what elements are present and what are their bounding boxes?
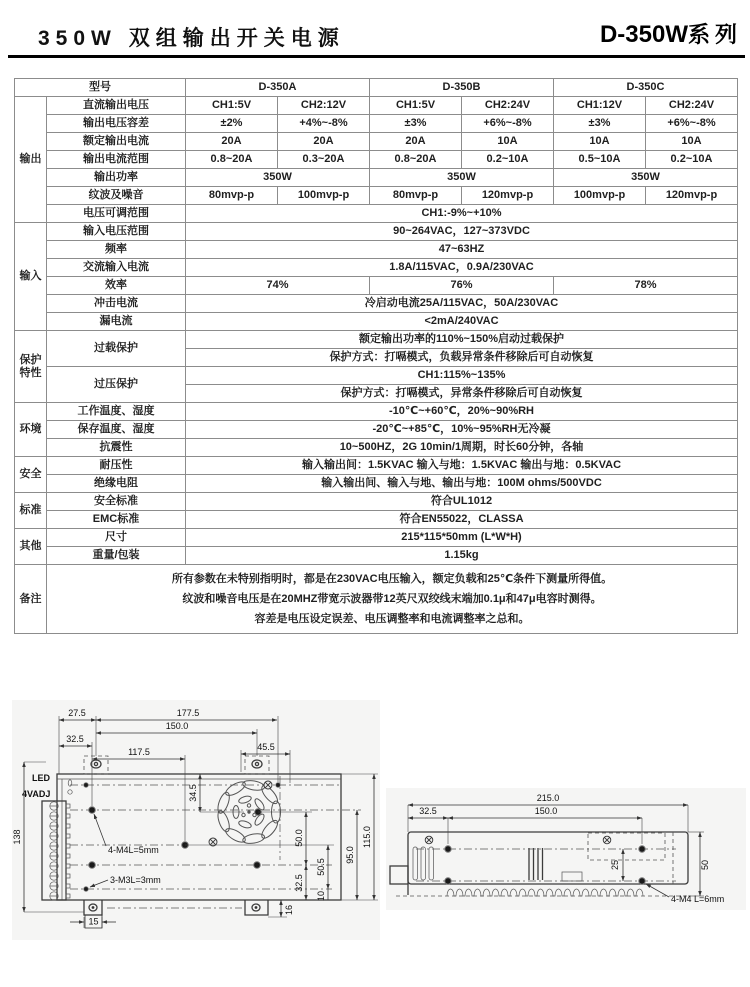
table-row xyxy=(15,205,738,223)
row-label: 尺寸 xyxy=(47,529,186,547)
table-row xyxy=(15,133,738,151)
spec-cell: 10~500HZ，2G 10min/1周期，时长60分钟，各轴 xyxy=(186,439,738,457)
row-label: EMC标准 xyxy=(47,511,186,529)
row-label: 纹波及噪音 xyxy=(47,187,186,205)
spec-cell: 1.8A/115VAC，0.9A/230VAC xyxy=(186,259,738,277)
spec-cell: 350W xyxy=(186,169,370,187)
dimension xyxy=(408,793,710,896)
group-cell-input: 输入 xyxy=(15,223,47,331)
spec-cell: 20A xyxy=(278,133,370,151)
table-row xyxy=(15,241,738,259)
svg-text:25: 25 xyxy=(610,859,620,871)
model-header-cell: 型号 xyxy=(15,79,186,97)
table-row xyxy=(15,295,738,313)
spec-cell: 78% xyxy=(554,277,738,295)
component-block xyxy=(562,872,582,881)
svg-text:95.0: 95.0 xyxy=(345,846,355,864)
spec-cell: 80mvp-p xyxy=(186,187,278,205)
spec-cell: CH2:24V xyxy=(462,97,554,115)
spec-cell: 输入输出间：1.5KVAC 输入与地：1.5KVAC 输出与地：0.5KVAC xyxy=(186,457,738,475)
led-indicator-icon xyxy=(68,780,72,794)
row-label: 重量/包装 xyxy=(47,547,186,565)
group-cell-protection: 保护特性 xyxy=(15,331,47,403)
spec-cell: +4%~-8% xyxy=(278,115,370,133)
table-row xyxy=(15,367,738,385)
mounting-hole-m4 xyxy=(89,807,262,869)
spec-cell: 0.2~10A xyxy=(646,151,738,169)
row-label: 输入电压范围 xyxy=(47,223,186,241)
svg-text:115.0: 115.0 xyxy=(362,826,372,848)
spec-cell: 74% xyxy=(186,277,370,295)
spec-cell: 100mvp-p xyxy=(554,187,646,205)
notes-cell xyxy=(47,565,738,634)
model-name: D-350C xyxy=(554,79,738,97)
table-row xyxy=(15,277,738,295)
group-cell-other: 其他 xyxy=(15,529,47,565)
group-cell-environment: 环境 xyxy=(15,403,47,457)
svg-text:150.0: 150.0 xyxy=(165,721,189,731)
row-label: 交流输入电流 xyxy=(47,259,186,277)
table-row xyxy=(15,115,738,133)
table-row xyxy=(15,439,738,457)
annotation xyxy=(646,884,724,904)
row-label: 输出功率 xyxy=(47,169,186,187)
table-row xyxy=(15,457,738,475)
row-label: 保存温度、湿度 xyxy=(47,421,186,439)
top-view-svg xyxy=(12,700,380,940)
svg-text:15: 15 xyxy=(88,916,99,927)
svg-text:10: 10 xyxy=(316,890,326,902)
table-row xyxy=(15,313,738,331)
svg-text:32.5: 32.5 xyxy=(294,874,304,892)
annotation xyxy=(90,814,161,887)
svg-text:117.5: 117.5 xyxy=(128,747,150,757)
table-row xyxy=(15,223,738,241)
svg-text:215.0: 215.0 xyxy=(536,793,560,803)
spec-cell: 10A xyxy=(554,133,646,151)
row-label: 效率 xyxy=(47,277,186,295)
table-row xyxy=(15,79,738,97)
table-row xyxy=(15,565,738,634)
svg-text:32.5: 32.5 xyxy=(419,806,437,816)
svg-text:50.0: 50.0 xyxy=(294,829,304,847)
svg-text:45.5: 45.5 xyxy=(257,742,275,752)
table-row xyxy=(15,151,738,169)
group-cell-note: 备注 xyxy=(15,565,47,634)
group-cell-safety: 安全 xyxy=(15,457,47,493)
svg-text:138: 138 xyxy=(12,829,22,845)
vadj-label: 4VADJ xyxy=(22,789,51,799)
heatsink-fins xyxy=(529,848,543,880)
spec-cell: 47~63HZ xyxy=(186,241,738,259)
spec-cell: ±3% xyxy=(370,115,462,133)
spec-cell: 保护方式：打嗝模式，异常条件移除后可自动恢复 xyxy=(186,385,738,403)
note-line: 纹波和噪音电压是在20MHZ带宽示波器带12英尺双绞线末端加0.1μ和47μ电容时测得。 xyxy=(182,593,602,605)
side-view-svg xyxy=(386,788,746,910)
table-row xyxy=(15,259,738,277)
series-model: D-350W xyxy=(599,21,688,48)
page-title: 350W 双组输出开关电源 xyxy=(38,27,345,50)
row-label: 抗震性 xyxy=(47,439,186,457)
spec-cell: 0.5~10A xyxy=(554,151,646,169)
case-outline xyxy=(408,832,688,884)
table-row xyxy=(15,169,738,187)
spec-cell: CH2:24V xyxy=(646,97,738,115)
svg-text:3-M3L=3mm: 3-M3L=3mm xyxy=(110,875,161,885)
table-row xyxy=(15,529,738,547)
spec-cell: CH1:5V xyxy=(186,97,278,115)
spec-cell: +6%~-8% xyxy=(462,115,554,133)
mounting-bracket xyxy=(245,756,269,774)
table-row xyxy=(15,511,738,529)
spec-cell: 80mvp-p xyxy=(370,187,462,205)
led-label: LED xyxy=(32,773,50,783)
spec-cell: ±3% xyxy=(554,115,646,133)
vent-slots xyxy=(413,847,434,880)
svg-text:4-M4L=5mm: 4-M4L=5mm xyxy=(108,845,159,855)
model-name: D-350B xyxy=(370,79,554,97)
row-label: 频率 xyxy=(47,241,186,259)
table-row xyxy=(15,547,738,565)
svg-text:4-M4 L=6mm: 4-M4 L=6mm xyxy=(671,894,725,904)
power-switch xyxy=(390,866,408,884)
svg-text:50: 50 xyxy=(700,859,710,871)
header-rule xyxy=(8,55,745,58)
svg-text:50.5: 50.5 xyxy=(316,858,326,876)
note-line: 所有参数在未特别指明时，都是在230VAC电压输入，额定负载和25℃条件下测量所得值。 xyxy=(171,573,613,585)
spec-cell: CH1:115%~135% xyxy=(186,367,738,385)
spec-cell: 0.3~20A xyxy=(278,151,370,169)
series-suffix: 系列 xyxy=(687,22,742,47)
row-label: 输出电流范围 xyxy=(47,151,186,169)
row-label: 过压保护 xyxy=(47,367,186,403)
terminal-block xyxy=(42,801,70,900)
spec-cell: 1.15kg xyxy=(186,547,738,565)
screw-icon xyxy=(425,836,433,844)
model-name: D-350A xyxy=(186,79,370,97)
table-row xyxy=(15,187,738,205)
spec-cell: 350W xyxy=(370,169,554,187)
svg-text:32.5: 32.5 xyxy=(66,734,84,744)
bottom-tab xyxy=(84,900,102,915)
screw-icon xyxy=(603,836,611,844)
table-row xyxy=(15,403,738,421)
spec-cell: ±2% xyxy=(186,115,278,133)
spec-cell: 符合EN55022，CLASSA xyxy=(186,511,738,529)
spec-cell: 215*115*50mm (L*W*H) xyxy=(186,529,738,547)
row-label: 冲击电流 xyxy=(47,295,186,313)
spec-cell: 保护方式：打嗝模式，负载异常条件移除后可自动恢复 xyxy=(186,349,738,367)
spec-table xyxy=(14,78,738,634)
louver-row xyxy=(447,889,643,896)
spec-cell: 额定输出功率的110%~150%启动过载保护 xyxy=(186,331,738,349)
spec-cell: -20℃~+85℃，10%~95%RH无冷凝 xyxy=(186,421,738,439)
row-label: 输出电压容差 xyxy=(47,115,186,133)
row-label: 过载保护 xyxy=(47,331,186,367)
row-label: 绝缘电阻 xyxy=(47,475,186,493)
row-label: 耐压性 xyxy=(47,457,186,475)
spec-cell: 350W xyxy=(554,169,738,187)
row-label: 额定输出电流 xyxy=(47,133,186,151)
spec-cell: 符合UL1012 xyxy=(186,493,738,511)
spec-cell: 90~264VAC，127~373VDC xyxy=(186,223,738,241)
row-label: 直流输出电压 xyxy=(47,97,186,115)
table-row xyxy=(15,421,738,439)
spec-cell: -10℃~+60℃，20%~90%RH xyxy=(186,403,738,421)
svg-text:177.5: 177.5 xyxy=(176,708,200,718)
row-label: 电压可调范围 xyxy=(47,205,186,223)
bottom-tab xyxy=(245,900,268,915)
spec-cell: 10A xyxy=(646,133,738,151)
spec-cell: +6%~-8% xyxy=(646,115,738,133)
note-line: 容差是电压设定误差、电压调整率和电流调整率之总和。 xyxy=(254,613,530,625)
spec-cell: CH1:12V xyxy=(554,97,646,115)
spec-cell: CH1:5V xyxy=(370,97,462,115)
spec-cell: 120mvp-p xyxy=(462,187,554,205)
spec-cell: 输入输出间、输入与地、输出与地：100M ohms/500VDC xyxy=(186,475,738,493)
spec-cell: 100mvp-p xyxy=(278,187,370,205)
series-title xyxy=(600,18,742,49)
spec-cell: CH1:-9%~+10% xyxy=(186,205,738,223)
row-label: 工作温度、湿度 xyxy=(47,403,186,421)
table-row xyxy=(15,331,738,349)
spec-cell: 20A xyxy=(186,133,278,151)
row-label: 漏电流 xyxy=(47,313,186,331)
spec-cell: 10A xyxy=(462,133,554,151)
spec-cell: 120mvp-p xyxy=(646,187,738,205)
table-row xyxy=(15,475,738,493)
spec-cell: <2mA/240VAC xyxy=(186,313,738,331)
table-row xyxy=(15,493,738,511)
svg-text:16: 16 xyxy=(284,904,294,916)
spec-cell: CH2:12V xyxy=(278,97,370,115)
spec-cell: 0.2~10A xyxy=(462,151,554,169)
row-label: 安全标准 xyxy=(47,493,186,511)
spec-cell: 0.8~20A xyxy=(370,151,462,169)
svg-text:27.5: 27.5 xyxy=(68,708,86,718)
spec-cell: 20A xyxy=(370,133,462,151)
top-view-drawing xyxy=(12,700,380,940)
table-row xyxy=(15,97,738,115)
svg-text:150.0: 150.0 xyxy=(534,806,558,816)
screw-icon xyxy=(264,781,272,789)
spec-cell: 76% xyxy=(370,277,554,295)
svg-text:34.5: 34.5 xyxy=(188,784,198,802)
side-view-drawing xyxy=(386,788,746,910)
spec-cell: 冷启动电流25A/115VAC，50A/230VAC xyxy=(186,295,738,313)
group-cell-standard: 标准 xyxy=(15,493,47,529)
spec-cell: 0.8~20A xyxy=(186,151,278,169)
group-cell-output: 输出 xyxy=(15,97,47,223)
